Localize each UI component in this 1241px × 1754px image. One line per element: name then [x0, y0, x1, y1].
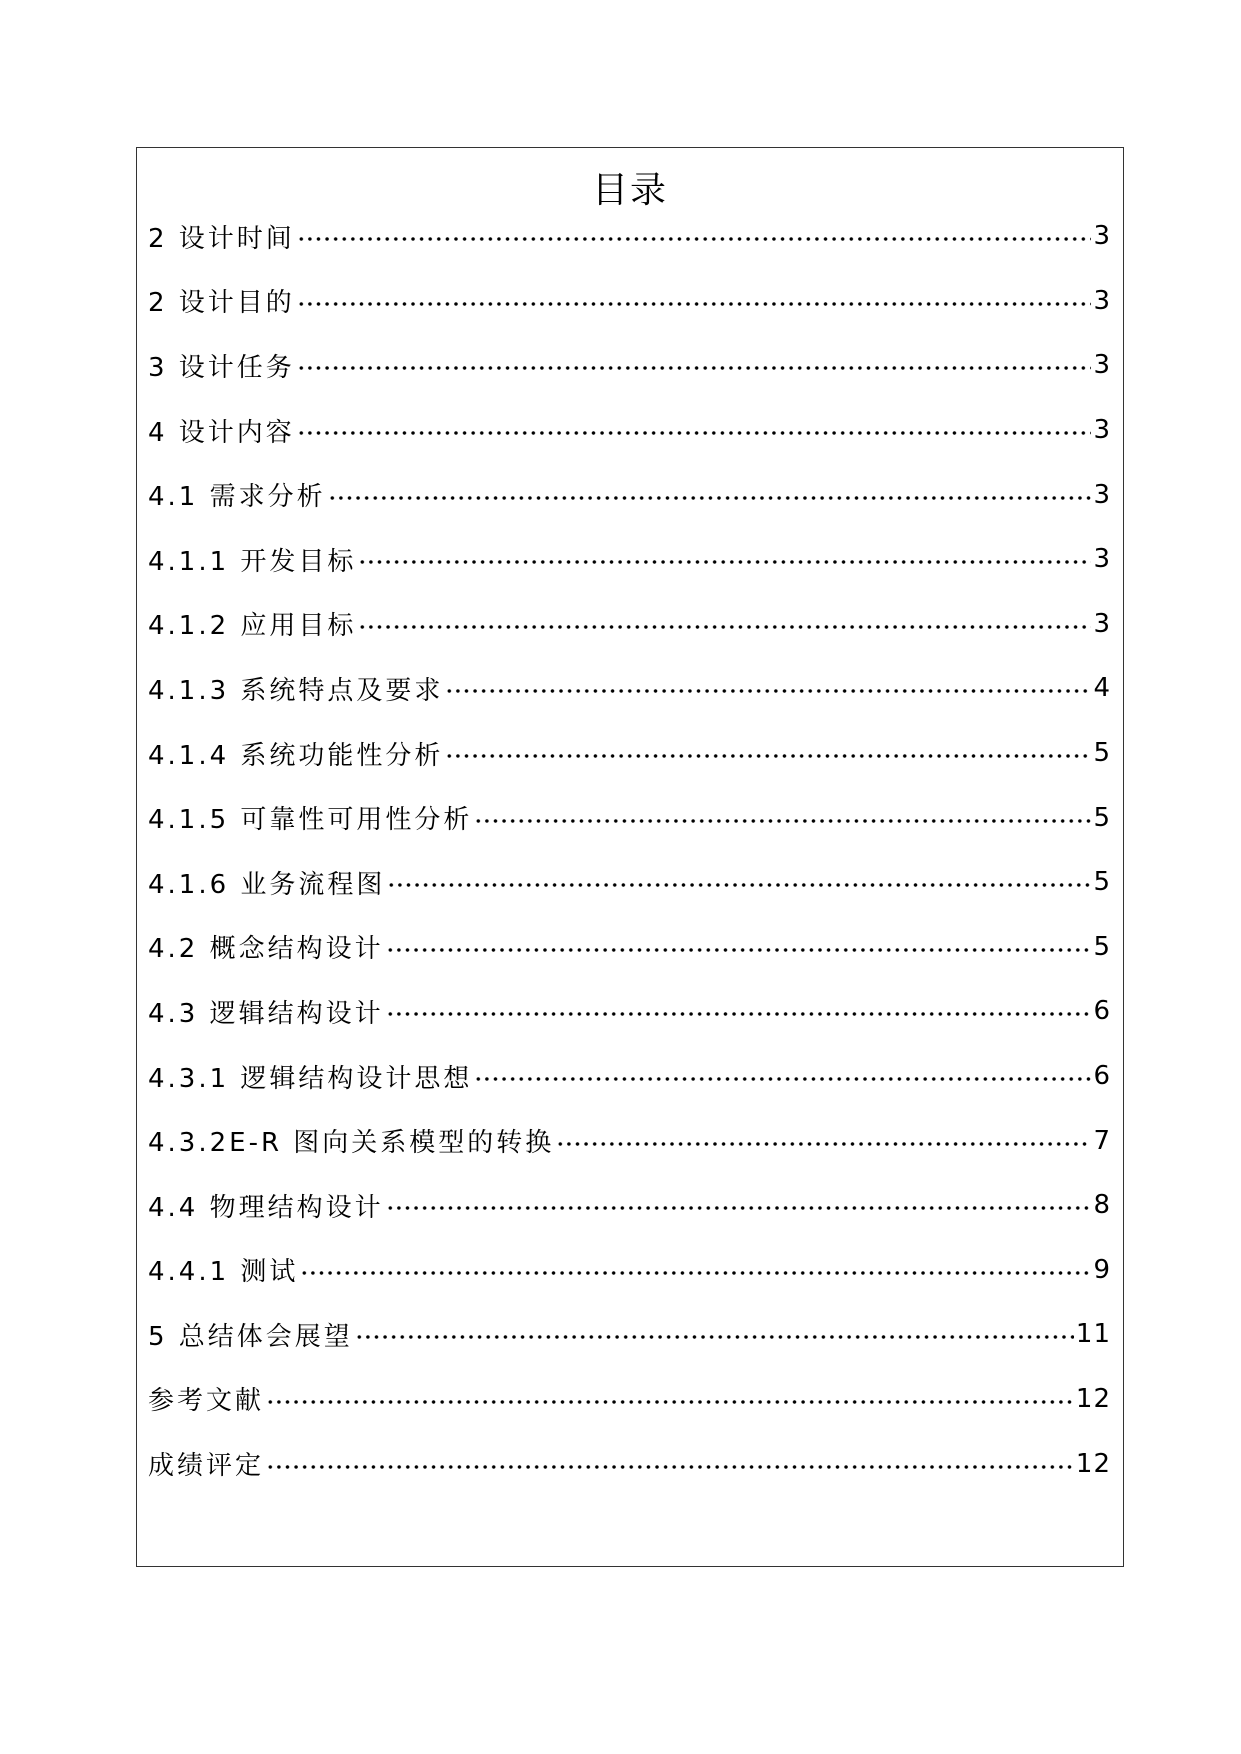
toc-page-number: 5: [1093, 738, 1111, 769]
dot-leader: [386, 1012, 1092, 1016]
dot-leader: [297, 302, 1092, 306]
toc-entry[interactable]: [148, 1173, 1111, 1238]
toc-entry-label: 4.4 物理结构设计: [148, 1192, 384, 1223]
toc-page-number: 5: [1093, 867, 1111, 898]
toc-entry[interactable]: [148, 1108, 1111, 1173]
toc-entry-label: 5 总结体会展望: [148, 1321, 353, 1352]
toc-page-number: 12: [1075, 1448, 1111, 1479]
toc-entry[interactable]: [148, 850, 1111, 915]
toc-entry-label: 4.4.1 测试: [148, 1257, 299, 1288]
dot-leader: [386, 948, 1092, 952]
dot-leader: [358, 560, 1091, 564]
dot-leader: [328, 496, 1092, 500]
toc-entry-label: 4.1.2 应用目标: [148, 611, 357, 642]
toc-page-number: 3: [1093, 221, 1111, 252]
toc-entry[interactable]: [148, 333, 1111, 398]
toc-page-number: 7: [1093, 1125, 1111, 1156]
toc-page-number: 3: [1093, 479, 1111, 510]
toc-entry[interactable]: [148, 398, 1111, 463]
toc-entry[interactable]: [148, 1302, 1111, 1367]
toc-entry[interactable]: [148, 269, 1111, 334]
dot-leader: [297, 431, 1092, 435]
toc-entry-label: 4.1.1 开发目标: [148, 546, 357, 577]
toc-page-number: 3: [1093, 608, 1111, 639]
toc-entry[interactable]: [148, 1367, 1111, 1432]
toc-entry-label: 成绩评定: [148, 1451, 265, 1482]
dot-leader: [474, 819, 1091, 823]
toc-list: [148, 204, 1111, 1496]
toc-entry-label: 4.3.2E-R 图向关系模型的转换: [148, 1128, 555, 1159]
toc-entry[interactable]: [148, 785, 1111, 850]
toc-entry-label: 4.1.6 业务流程图: [148, 869, 386, 900]
dot-leader: [474, 1077, 1091, 1081]
toc-entry-label: 4.1.5 可靠性可用性分析: [148, 805, 473, 836]
toc-page-number: 3: [1093, 350, 1111, 381]
dot-leader: [300, 1271, 1091, 1275]
toc-page-number: 3: [1093, 285, 1111, 316]
toc-page-number: 3: [1093, 415, 1111, 446]
toc-entry-label: 2 设计时间: [148, 223, 295, 254]
toc-page-number: 4: [1093, 673, 1111, 704]
toc-entry[interactable]: [148, 1044, 1111, 1109]
toc-page-number: 9: [1093, 1254, 1111, 1285]
dot-leader: [355, 1335, 1074, 1339]
toc-page-number: 12: [1075, 1383, 1111, 1414]
toc-page-number: 8: [1093, 1190, 1111, 1221]
toc-entry[interactable]: [148, 592, 1111, 657]
toc-page-number: 6: [1093, 1061, 1111, 1092]
toc-page-number: 6: [1093, 996, 1111, 1027]
dot-leader: [297, 237, 1092, 241]
toc-page-number: 11: [1075, 1319, 1111, 1350]
dot-leader: [297, 366, 1092, 370]
toc-entry[interactable]: [148, 462, 1111, 527]
toc-page-number: 3: [1093, 544, 1111, 575]
dot-leader: [445, 754, 1091, 758]
toc-entry-label: 4.3 逻辑结构设计: [148, 998, 384, 1029]
toc-frame: [136, 147, 1124, 1567]
toc-entry-label: 4 设计内容: [148, 417, 295, 448]
toc-entry-label: 4.1 需求分析: [148, 482, 326, 513]
toc-entry[interactable]: [148, 656, 1111, 721]
toc-title: 目录: [591, 170, 668, 211]
toc-entry[interactable]: [148, 527, 1111, 592]
dot-leader: [358, 625, 1091, 629]
toc-entry[interactable]: [148, 204, 1111, 269]
toc-page-number: 5: [1093, 802, 1111, 833]
toc-entry-label: 3 设计任务: [148, 352, 295, 383]
toc-entry-label: 2 设计目的: [148, 288, 295, 319]
dot-leader: [386, 1206, 1092, 1210]
toc-entry-label: 参考文献: [148, 1386, 265, 1417]
dot-leader: [266, 1400, 1074, 1404]
toc-entry-label: 4.1.4 系统功能性分析: [148, 740, 444, 771]
dot-leader: [387, 883, 1091, 887]
toc-entry[interactable]: [148, 915, 1111, 980]
toc-entry[interactable]: [148, 1238, 1111, 1303]
toc-entry-label: 4.1.3 系统特点及要求: [148, 675, 444, 706]
dot-leader: [556, 1142, 1091, 1146]
toc-page-number: 5: [1093, 931, 1111, 962]
toc-entry-label: 4.3.1 逻辑结构设计思想: [148, 1063, 473, 1094]
toc-entry[interactable]: [148, 721, 1111, 786]
toc-entry[interactable]: [148, 1431, 1111, 1496]
dot-leader: [445, 689, 1091, 693]
toc-entry[interactable]: [148, 979, 1111, 1044]
toc-entry-label: 4.2 概念结构设计: [148, 934, 384, 965]
dot-leader: [266, 1465, 1074, 1469]
